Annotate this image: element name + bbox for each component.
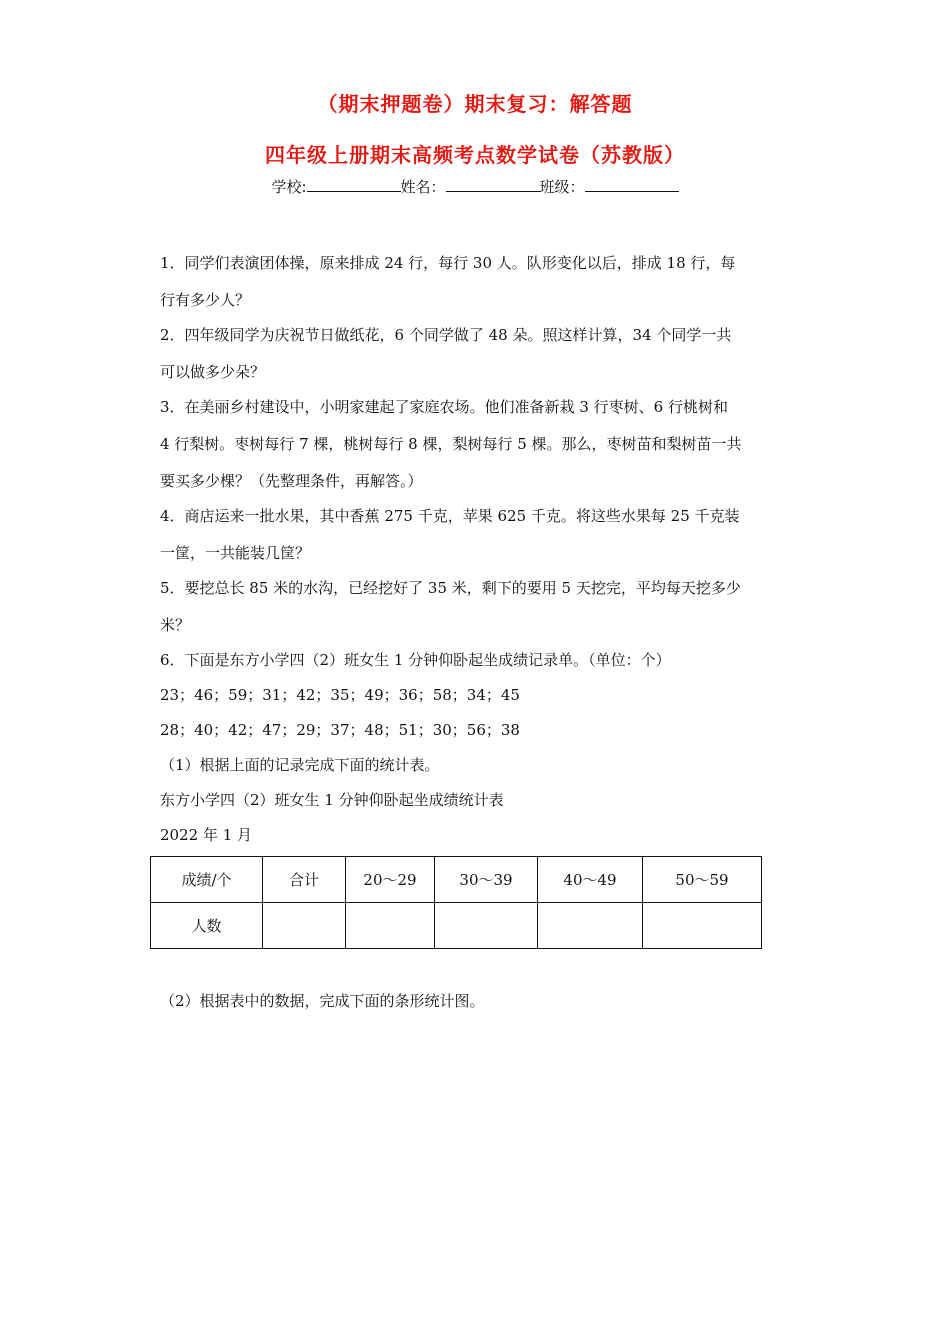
table-header-cell: 合计	[263, 857, 346, 903]
question-6-table-title: 东方小学四（2）班女生 1 分钟仰卧起坐成绩统计表	[160, 791, 504, 809]
question-2-line-2: 可以做多少朵？	[160, 363, 266, 381]
table-row-label: 人数	[151, 903, 263, 949]
class-blank[interactable]	[585, 177, 679, 192]
table-answer-cell[interactable]	[538, 903, 643, 949]
school-label: 学校:	[271, 178, 307, 196]
table-header-cell: 20～29	[346, 857, 435, 903]
table-answer-cell[interactable]	[346, 903, 435, 949]
table-header-cell: 成绩/个	[151, 857, 263, 903]
table-answer-cell[interactable]	[263, 903, 346, 949]
question-6-date: 2022 年 1 月	[160, 826, 253, 844]
question-3-line-3: 要买多少棵？（先整理条件，再解答。）	[160, 472, 423, 490]
question-1-line-1: 1．同学们表演团体操，原来排成 24 行，每行 30 人。队形变化以后，排成 18 行，每	[160, 254, 736, 272]
question-4-line-1: 4．商店运来一批水果，其中香蕉 275 千克，苹果 625 千克。将这些水果每 25 千克装	[160, 507, 740, 525]
question-4-line-2: 一筐，一共能装几筐？	[160, 544, 311, 562]
student-info-line	[0, 176, 950, 197]
name-label: 姓名：	[400, 178, 446, 196]
class-label: 班级：	[539, 178, 585, 196]
question-3-line-1: 3．在美丽乡村建设中，小明家建起了家庭农场。他们准备新栽 3 行枣树、6 行桃树和	[160, 398, 728, 416]
question-6-data-row-1: 23；46；59；31；42；35；49；36；58；34；45	[160, 686, 520, 704]
question-5-line-2: 米？	[160, 616, 191, 634]
title-line-1: （期末押题卷）期末复习：解答题	[317, 92, 633, 116]
question-6-part-2: （2）根据表中的数据，完成下面的条形统计图。	[160, 992, 485, 1010]
question-6-data-row-2: 28；40；42；47；29；37；48；51；30；56；38	[160, 721, 520, 739]
school-blank[interactable]	[307, 177, 401, 192]
table-data-row	[151, 903, 762, 949]
question-6-intro: 6．下面是东方小学四（2）班女生 1 分钟仰卧起坐成绩记录单。（单位：个）	[160, 651, 671, 669]
question-5-line-1: 5．要挖总长 85 米的水沟，已经挖好了 35 米，剩下的要用 5 天挖完，平均每天挖多少	[160, 579, 741, 597]
table-header-cell: 50～59	[643, 857, 762, 903]
table-answer-cell[interactable]	[643, 903, 762, 949]
question-6-part-1: （1）根据上面的记录完成下面的统计表。	[160, 756, 440, 774]
table-header-row	[151, 857, 762, 903]
question-2-line-1: 2．四年级同学为庆祝节日做纸花，6 个同学做了 48 朵。照这样计算，34 个同学一共	[160, 326, 732, 344]
title-line-2: 四年级上册期末高频考点数学试卷（苏教版）	[265, 143, 685, 167]
score-stat-table	[150, 856, 762, 949]
table-header-cell: 40～49	[538, 857, 643, 903]
table-answer-cell[interactable]	[435, 903, 538, 949]
table-header-cell: 30～39	[435, 857, 538, 903]
question-3-line-2: 4 行梨树。枣树每行 7 棵，桃树每行 8 棵，梨树每行 5 棵。那么，枣树苗和梨树苗一共	[160, 435, 742, 453]
name-blank[interactable]	[446, 177, 540, 192]
question-1-line-2: 行有多少人？	[160, 291, 251, 309]
